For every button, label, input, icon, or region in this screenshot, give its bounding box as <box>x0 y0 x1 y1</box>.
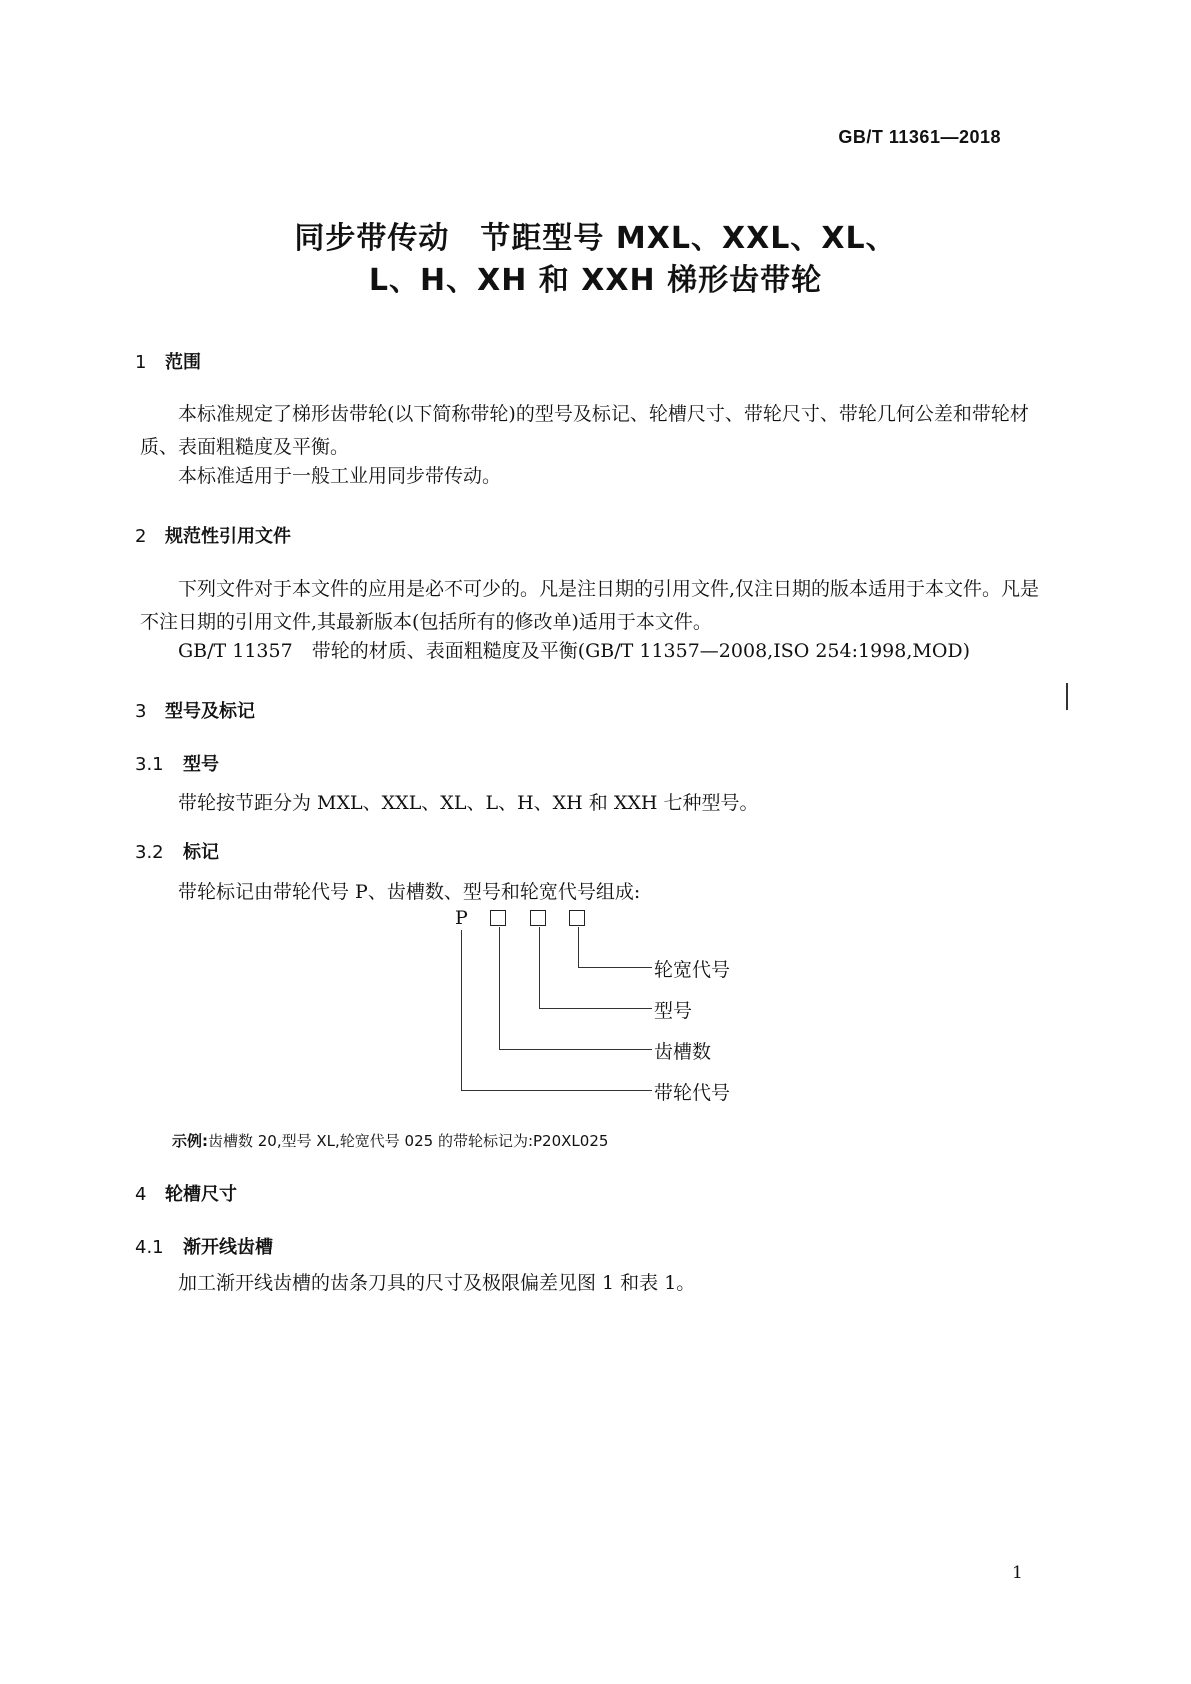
section-4-heading <box>135 1180 237 1206</box>
section-number: 3.2 <box>135 842 164 863</box>
section-title: 标记 <box>183 842 219 863</box>
section-number: 1 <box>135 352 147 373</box>
width-code-box <box>569 910 585 926</box>
section-1-heading <box>135 348 201 374</box>
section-title: 规范性引用文件 <box>165 526 291 547</box>
section-3-1-paragraph: 带轮按节距分为 MXL、XXL、XL、L、H、XH 和 XXH 七种型号。 <box>178 792 759 814</box>
document-title-line-1: 同步带传动 节距型号 MXL、XXL、XL、 <box>294 221 897 256</box>
section-2-paragraph-1: 下列文件对于本文件的应用是必不可少的。凡是注日期的引用文件,仅注日期的版本适用于本文件。凡是不注日期的引用文件,其最新版本(包括所有的修改单)适用于本文件。 <box>140 578 1040 633</box>
label-pulley-code: 带轮代号 <box>654 1082 731 1104</box>
diagram-prefix-p: P <box>455 907 468 929</box>
normative-reference: GB/T 11357 带轮的材质、表面粗糙度及平衡(GB/T 11357—2008,ISO 254:1998,MOD) <box>178 640 971 662</box>
leader-line-width-h <box>578 967 652 968</box>
section-3-2-heading <box>135 838 219 864</box>
section-3-2-paragraph: 带轮标记由带轮代号 P、齿槽数、型号和轮宽代号组成: <box>178 881 641 903</box>
change-bar <box>1066 683 1068 710</box>
section-title: 渐开线齿槽 <box>183 1237 273 1258</box>
belt-type-box <box>530 910 546 926</box>
leader-line-teeth-v <box>499 927 500 1050</box>
page-number: 1 <box>1012 1563 1023 1583</box>
section-number: 4 <box>135 1184 147 1205</box>
section-4-1-heading <box>135 1233 273 1259</box>
section-3-1-heading <box>135 750 219 776</box>
section-title: 型号及标记 <box>165 701 255 722</box>
standard-number: GB/T 11361—2018 <box>838 127 1001 147</box>
leader-line-prefix-v <box>461 930 462 1091</box>
leader-line-teeth-h <box>499 1049 652 1050</box>
marking-example <box>172 1130 608 1151</box>
section-3-heading <box>135 697 255 723</box>
section-1-paragraph-2: 本标准适用于一般工业用同步带传动。 <box>178 465 502 487</box>
section-title: 型号 <box>183 754 219 775</box>
section-2-heading <box>135 522 291 548</box>
section-4-1-paragraph: 加工渐开线齿槽的齿条刀具的尺寸及极限偏差见图 1 和表 1。 <box>178 1272 696 1294</box>
section-number: 3.1 <box>135 754 164 775</box>
section-number: 2 <box>135 526 147 547</box>
section-title: 轮槽尺寸 <box>165 1184 237 1205</box>
section-number: 4.1 <box>135 1237 164 1258</box>
tooth-count-box <box>490 910 506 926</box>
section-1-paragraph-1: 本标准规定了梯形齿带轮(以下简称带轮)的型号及标记、轮槽尺寸、带轮尺寸、带轮几何公差和带轮材质、表面粗糙度及平衡。 <box>140 403 1029 458</box>
example-text: 齿槽数 20,型号 XL,轮宽代号 025 的带轮标记为:P20XL025 <box>208 1132 609 1150</box>
leader-line-type-v <box>539 927 540 1009</box>
section-title: 范围 <box>165 352 201 373</box>
section-number: 3 <box>135 701 147 722</box>
leader-line-width-v <box>578 927 579 968</box>
leader-line-prefix-h <box>461 1090 652 1091</box>
label-tooth-count: 齿槽数 <box>654 1041 712 1063</box>
leader-line-type-h <box>539 1008 652 1009</box>
label-width-code: 轮宽代号 <box>654 959 731 981</box>
document-title-line-2: L、H、XH 和 XXH 梯形齿带轮 <box>368 263 823 298</box>
label-belt-type: 型号 <box>654 1000 693 1022</box>
example-label: 示例: <box>172 1132 208 1150</box>
